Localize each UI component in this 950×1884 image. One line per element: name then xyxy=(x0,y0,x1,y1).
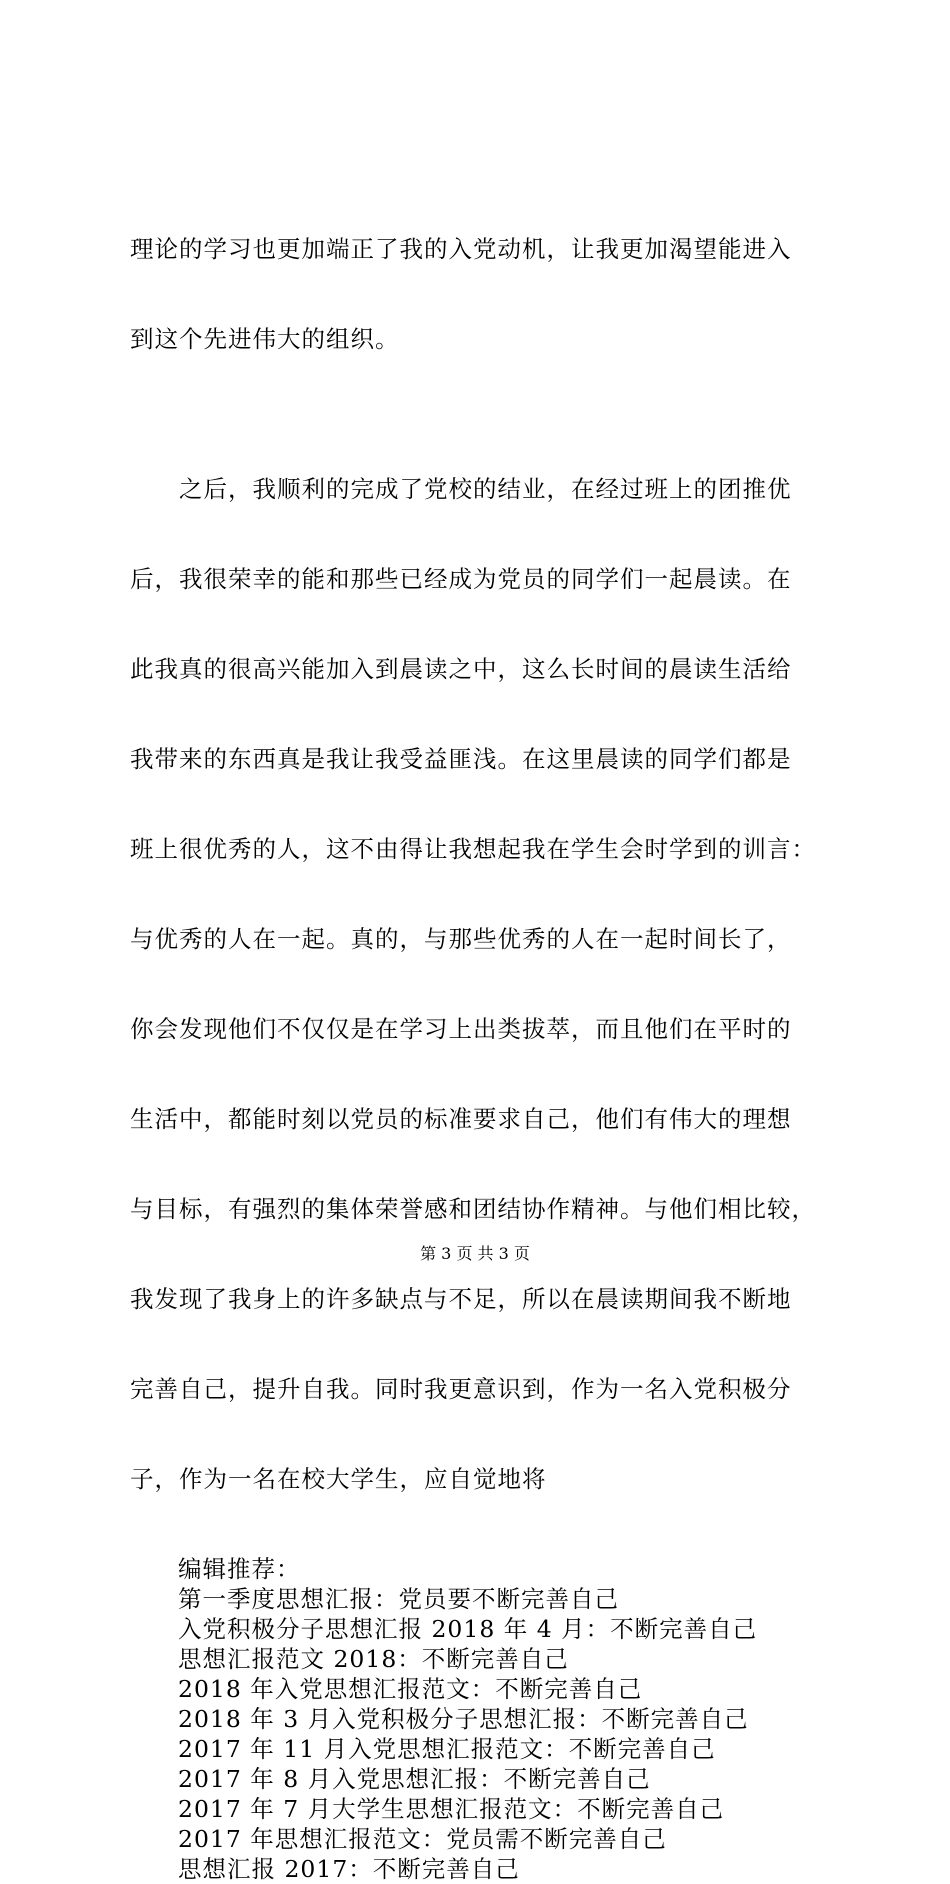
recommendation-link[interactable]: 思想汇报 2017：不断完善自己 xyxy=(178,1855,520,1883)
text-line: 子，作为一名在校大学生，应自觉地将 xyxy=(130,1465,547,1493)
recommendation-link[interactable]: 第一季度思想汇报：党员要不断完善自己 xyxy=(178,1585,619,1613)
text-line: 之后，我顺利的完成了党校的结业，在经过班上的团推优 xyxy=(130,475,792,503)
recommendations-section xyxy=(130,1554,830,1884)
recommendations-list xyxy=(130,1584,830,1884)
recommendation-link[interactable]: 2018 年 3 月入党积极分子思想汇报：不断完善自己 xyxy=(178,1705,749,1733)
page-footer xyxy=(0,1244,950,1264)
paragraph-1 xyxy=(130,174,830,414)
recommendation-link[interactable]: 2017 年 8 月入党思想汇报：不断完善自己 xyxy=(178,1765,651,1793)
recommendations-label: 编辑推荐： xyxy=(178,1555,301,1583)
document-body xyxy=(130,174,830,1884)
recommendation-link[interactable]: 思想汇报范文 2018：不断完善自己 xyxy=(178,1645,569,1673)
text-line: 到这个先进伟大的组织。 xyxy=(130,325,400,353)
text-line: 完善自己，提升自我。同时我更意识到，作为一名入党积极分 xyxy=(130,1375,792,1403)
text-line: 我带来的东西真是我让我受益匪浅。在这里晨读的同学们都是 xyxy=(130,745,792,773)
recommendation-link[interactable]: 2017 年 7 月大学生思想汇报范文：不断完善自己 xyxy=(178,1795,725,1823)
recommendation-link[interactable]: 2017 年思想汇报范文：党员需不断完善自己 xyxy=(178,1825,667,1853)
recommendation-link[interactable]: 2017 年 11 月入党思想汇报范文：不断完善自己 xyxy=(178,1735,716,1763)
text-line: 理论的学习也更加端正了我的入党动机，让我更加渴望能进入 xyxy=(130,235,792,263)
recommendation-link[interactable]: 入党积极分子思想汇报 2018 年 4 月：不断完善自己 xyxy=(178,1615,758,1643)
text-line: 我发现了我身上的许多缺点与不足，所以在晨读期间我不断地 xyxy=(130,1285,792,1313)
text-line: 此我真的很高兴能加入到晨读之中，这么长时间的晨读生活给 xyxy=(130,655,792,683)
text-line: 你会发现他们不仅仅是在学习上出类拔萃，而且他们在平时的 xyxy=(130,1015,792,1043)
page-number: 第 3 页 共 3 页 xyxy=(420,1244,530,1263)
paragraph-2 xyxy=(130,414,830,1554)
text-line: 班上很优秀的人，这不由得让我想起我在学生会时学到的训言： xyxy=(130,835,816,863)
text-line: 后，我很荣幸的能和那些已经成为党员的同学们一起晨读。在 xyxy=(130,565,792,593)
text-line: 生活中，都能时刻以党员的标准要求自己，他们有伟大的理想 xyxy=(130,1105,792,1133)
text-line: 与优秀的人在一起。真的，与那些优秀的人在一起时间长了， xyxy=(130,925,792,953)
text-line: 与目标，有强烈的集体荣誉感和团结协作精神。与他们相比较， xyxy=(130,1195,816,1223)
recommendation-link[interactable]: 2018 年入党思想汇报范文：不断完善自己 xyxy=(178,1675,643,1703)
